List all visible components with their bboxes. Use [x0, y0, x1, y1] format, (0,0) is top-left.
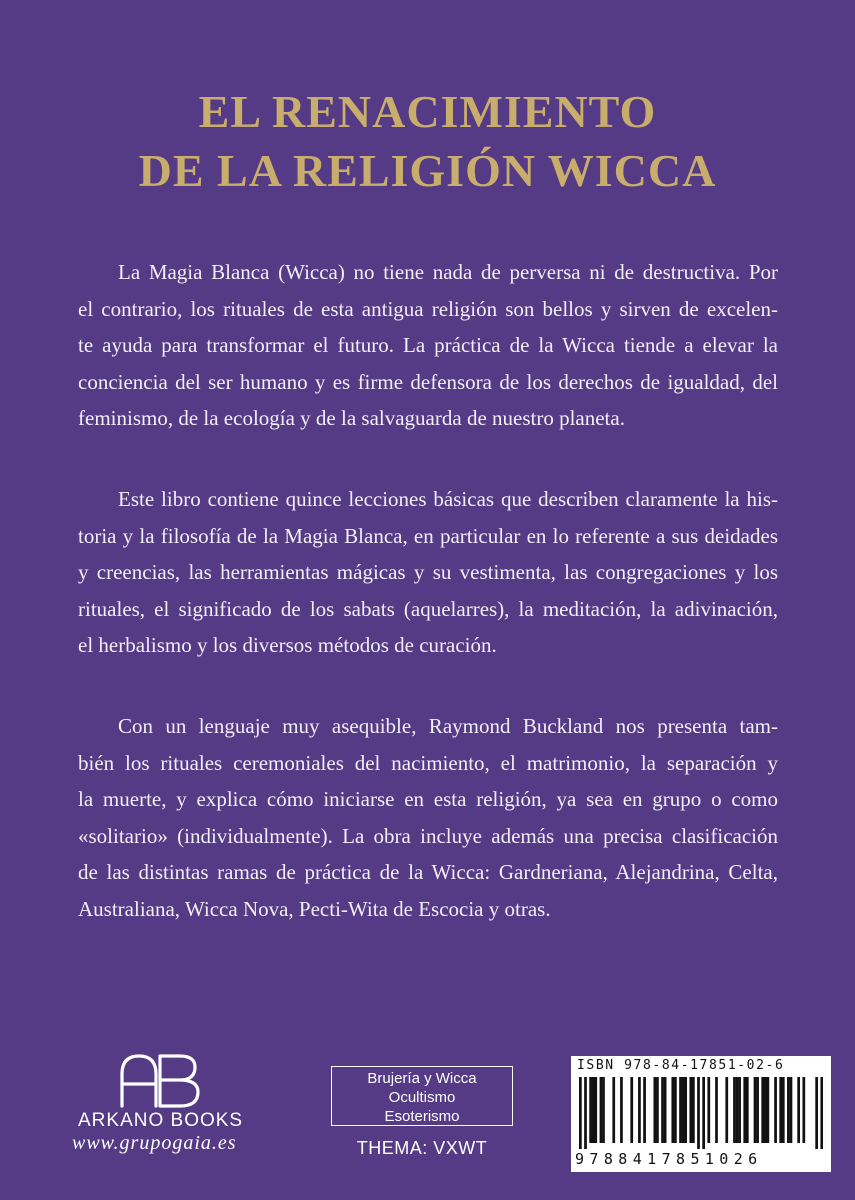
barcode-bar [774, 1077, 777, 1143]
barcode-bar [692, 1077, 695, 1143]
barcode-bar [797, 1077, 800, 1143]
barcode-bar [602, 1077, 605, 1143]
publisher-logo [72, 1052, 262, 1155]
barcode-bar [743, 1077, 746, 1143]
ab-monogram-icon [118, 1052, 202, 1108]
text-line: bién los rituales ceremoniales del nacimiento, el matrimonio, la separación y [78, 750, 778, 775]
category-box [331, 1066, 513, 1126]
category-3: Esoterismo [384, 1108, 460, 1125]
barcode-bar [815, 1077, 818, 1149]
text-line: de las distintas ramas de práctica de la Wicca: Gardneriana, Alejandrina, Celta, [78, 860, 778, 885]
paragraph-3 [78, 708, 778, 928]
text-line: te ayuda para transformar el futuro. La práctica de la Wicca tiende a elevar la [78, 333, 778, 358]
barcode-bar [653, 1077, 656, 1143]
paragraph-2 [78, 481, 778, 664]
publisher-name: ARKANO BOOKS [78, 1110, 244, 1131]
barcode-bar [674, 1077, 677, 1143]
category-2: Ocultismo [388, 1089, 456, 1106]
text-line: «solitario» (individualmente). La obra incluye además una precisa clasificación [78, 823, 778, 848]
ean-digits: 9788417851026 [575, 1150, 763, 1168]
barcode-bar [697, 1077, 700, 1149]
text-line: la muerte, y explica cómo iniciarse en esta religión, ya sea en grupo o como [78, 787, 778, 812]
barcode-bar [671, 1077, 674, 1143]
barcode-bar [761, 1077, 764, 1143]
text-line: el herbalismo y los diversos métodos de curación. [78, 633, 497, 658]
barcode-bar [684, 1077, 687, 1143]
barcode-bar [579, 1077, 582, 1149]
barcode-bar [638, 1077, 641, 1143]
title-line-2: DE LA RELIGIÓN WICCA [138, 145, 717, 196]
barcode-bar [756, 1077, 759, 1143]
barcode-bar [661, 1077, 664, 1143]
barcode-bar [715, 1077, 718, 1143]
text-line: rituales, el significado de los sabats (aquelarres), la meditación, la adivinación, [78, 596, 778, 621]
category-1: Brujería y Wicca [367, 1070, 477, 1087]
barcode-bar [733, 1077, 736, 1143]
barcode-bar [802, 1077, 805, 1143]
text-line: Este libro contiene quince lecciones básicas que describen claramente la his- [118, 486, 778, 511]
barcode-bar [766, 1077, 769, 1143]
publisher-website: www.grupogaia.es [72, 1132, 237, 1154]
barcode-bar [589, 1077, 592, 1143]
barcode-bar [689, 1077, 692, 1143]
title-line-1: EL RENACIMIENTO [198, 86, 657, 137]
barcode-bar [594, 1077, 597, 1143]
barcode-bar [738, 1077, 741, 1143]
barcode-bar [643, 1077, 646, 1143]
barcode-bar [664, 1077, 667, 1143]
barcode-bar [630, 1077, 633, 1143]
paragraph-1 [78, 254, 778, 437]
barcode-bar [790, 1077, 793, 1143]
text-line: toria y la filosofía de la Magia Blanca, en particular en lo referente a sus deidades [78, 523, 778, 548]
thema-code: THEMA: VXWT [356, 1138, 488, 1158]
text-line: y creencias, las herramientas mágicas y su vestimenta, las congregaciones y los [78, 560, 778, 585]
barcode-bar [725, 1077, 728, 1143]
barcode-bar [764, 1077, 767, 1143]
barcode-bar [702, 1077, 705, 1149]
blurb [78, 254, 778, 928]
barcode-icon [579, 1077, 823, 1149]
text-line: La Magia Blanca (Wicca) no tiene nada de perversa ni de destructiva. Por [118, 260, 778, 284]
text-line: feminismo, de la ecología y de la salvaguarda de nuestro planeta. [78, 406, 625, 431]
text-line: el contrario, los rituales de esta antigua religión son bellos y sirven de excelen- [78, 296, 778, 321]
barcode-bar [612, 1077, 615, 1143]
barcode-bar [782, 1077, 785, 1143]
barcode-bar [787, 1077, 790, 1143]
barcode-bar [682, 1077, 685, 1143]
text-line: conciencia del ser humano y es firme defensora de los derechos de igualdad, del [78, 369, 778, 394]
text-line: Australiana, Wicca Nova, Pecti-Wita de Escocia y otras. [78, 896, 551, 921]
book-title [0, 82, 855, 200]
barcode-bar [679, 1077, 682, 1143]
barcode-bar [779, 1077, 782, 1143]
isbn-label: ISBN 978-84-17851-02-6 [577, 1058, 785, 1073]
barcode-panel [571, 1056, 831, 1172]
barcode-bar [600, 1077, 603, 1143]
barcode-bar [592, 1077, 595, 1143]
barcode-bar [620, 1077, 623, 1143]
text-line: Con un lenguaje muy asequible, Raymond Buckland nos presenta tam- [118, 713, 778, 738]
barcode-bar [656, 1077, 659, 1143]
barcode-bar [707, 1077, 710, 1143]
barcode-bar [584, 1077, 587, 1149]
barcode-bar [820, 1077, 823, 1149]
barcode-bar [736, 1077, 739, 1143]
barcode-bar [746, 1077, 749, 1143]
barcode-bar [754, 1077, 757, 1143]
